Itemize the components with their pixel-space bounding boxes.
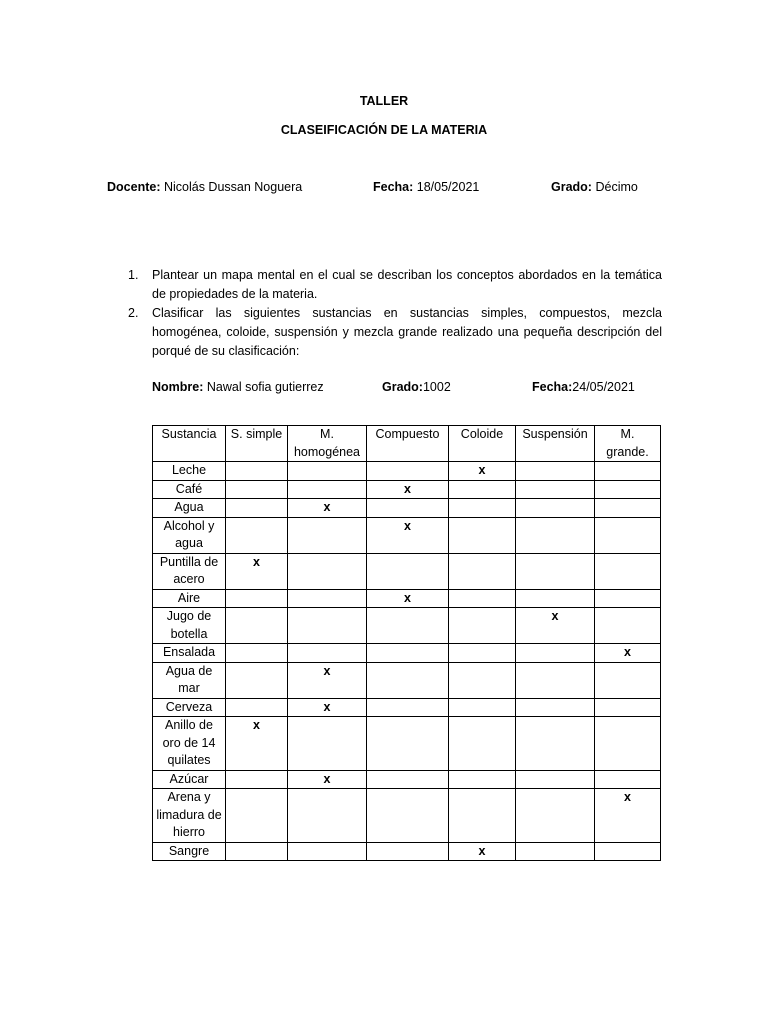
classification-cell xyxy=(226,608,288,644)
table-row xyxy=(153,589,661,608)
substance-name: Jugo de botella xyxy=(153,608,226,644)
classification-cell: x xyxy=(226,553,288,589)
classification-cell xyxy=(288,608,367,644)
classification-cell xyxy=(449,608,516,644)
classification-cell xyxy=(449,480,516,499)
classification-cell xyxy=(226,698,288,717)
document-title: TALLER xyxy=(359,94,409,108)
classification-cell xyxy=(516,770,595,789)
teacher-field xyxy=(107,180,302,194)
student-grade-field xyxy=(382,380,451,394)
classification-cell xyxy=(516,499,595,518)
table-row xyxy=(153,480,661,499)
classification-cell xyxy=(595,698,661,717)
classification-cell xyxy=(288,789,367,843)
substance-name: Leche xyxy=(153,462,226,481)
classification-cell xyxy=(288,717,367,771)
classification-cell xyxy=(595,553,661,589)
table-header-row xyxy=(153,426,661,462)
classification-cell xyxy=(367,462,449,481)
substance-name: Aire xyxy=(153,589,226,608)
instruction-number: 2. xyxy=(128,306,139,320)
classification-cell xyxy=(226,480,288,499)
classification-cell xyxy=(449,789,516,843)
table-row xyxy=(153,644,661,663)
classification-cell xyxy=(226,589,288,608)
classification-cell xyxy=(516,662,595,698)
classification-cell xyxy=(367,698,449,717)
substance-name: Sangre xyxy=(153,842,226,861)
classification-cell: x xyxy=(367,589,449,608)
header-suspension: Suspensión xyxy=(516,426,595,462)
classification-cell xyxy=(288,480,367,499)
student-grade-label: Grado: xyxy=(382,380,423,394)
classification-cell xyxy=(226,462,288,481)
table-row xyxy=(153,662,661,698)
classification-cell xyxy=(367,717,449,771)
table-row xyxy=(153,608,661,644)
classification-cell xyxy=(595,770,661,789)
classification-cell xyxy=(367,644,449,663)
classification-cell: x xyxy=(288,770,367,789)
table-row xyxy=(153,517,661,553)
classification-cell xyxy=(288,589,367,608)
classification-cell xyxy=(449,644,516,663)
student-date-value: 24/05/2021 xyxy=(572,380,635,394)
classification-cell xyxy=(516,589,595,608)
classification-cell xyxy=(367,770,449,789)
teacher-value: Nicolás Dussan Noguera xyxy=(163,180,303,194)
classification-cell xyxy=(595,589,661,608)
date-label: Fecha: xyxy=(373,180,414,194)
classification-cell xyxy=(516,517,595,553)
classification-cell xyxy=(449,499,516,518)
instruction-number: 1. xyxy=(128,268,139,282)
substance-name: Alcohol y agua xyxy=(153,517,226,553)
substance-name: Ensalada xyxy=(153,644,226,663)
classification-cell xyxy=(449,717,516,771)
substance-name: Café xyxy=(153,480,226,499)
date-field xyxy=(373,180,479,194)
classification-cell xyxy=(449,517,516,553)
substance-name: Azúcar xyxy=(153,770,226,789)
classification-cell xyxy=(516,717,595,771)
student-name-label: Nombre: xyxy=(152,380,204,394)
classification-cell xyxy=(449,662,516,698)
classification-cell xyxy=(595,517,661,553)
date-value: 18/05/2021 xyxy=(416,180,480,194)
table-row xyxy=(153,698,661,717)
table-row xyxy=(153,499,661,518)
student-grade-value: 1002 xyxy=(422,380,451,394)
classification-cell: x xyxy=(449,462,516,481)
classification-cell xyxy=(288,644,367,663)
teacher-label: Docente: xyxy=(107,180,161,194)
classification-cell xyxy=(288,517,367,553)
classification-cell xyxy=(516,842,595,861)
instructions-list xyxy=(128,266,662,361)
classification-cell xyxy=(595,662,661,698)
header-compuesto: Compuesto xyxy=(367,426,449,462)
substance-name: Agua de mar xyxy=(153,662,226,698)
classification-cell xyxy=(595,717,661,771)
classification-cell xyxy=(288,462,367,481)
classification-cell: x xyxy=(516,608,595,644)
classification-cell xyxy=(516,480,595,499)
classification-cell xyxy=(516,789,595,843)
classification-cell xyxy=(595,462,661,481)
classification-cell xyxy=(226,770,288,789)
classification-cell xyxy=(367,662,449,698)
classification-cell xyxy=(516,462,595,481)
instruction-item xyxy=(128,266,662,304)
classification-cell: x xyxy=(367,517,449,553)
substance-name: Agua xyxy=(153,499,226,518)
instruction-text: Plantear un mapa mental en el cual se describan los conceptos abordados en la temática de propiedades de la materia. xyxy=(152,268,662,301)
header-sustancia: Sustancia xyxy=(153,426,226,462)
header-grande: M. grande. xyxy=(595,426,661,462)
classification-cell xyxy=(367,553,449,589)
classification-cell xyxy=(226,644,288,663)
classification-cell xyxy=(516,553,595,589)
table-row xyxy=(153,770,661,789)
header-coloide: Coloide xyxy=(449,426,516,462)
table-row xyxy=(153,789,661,843)
classification-cell xyxy=(449,770,516,789)
student-name-value: Nawal sofia gutierrez xyxy=(206,380,324,394)
classification-cell xyxy=(367,499,449,518)
classification-cell xyxy=(226,789,288,843)
classification-cell xyxy=(367,789,449,843)
table-body xyxy=(153,462,661,861)
classification-cell xyxy=(449,589,516,608)
table-row xyxy=(153,553,661,589)
instruction-item xyxy=(128,304,662,361)
classification-cell: x xyxy=(288,698,367,717)
substance-name: Puntilla de acero xyxy=(153,553,226,589)
classification-table xyxy=(152,425,661,861)
classification-cell xyxy=(288,553,367,589)
classification-cell xyxy=(449,553,516,589)
classification-cell: x xyxy=(288,662,367,698)
grade-label: Grado: xyxy=(551,180,592,194)
classification-cell xyxy=(595,480,661,499)
classification-cell xyxy=(367,608,449,644)
substance-name: Anillo de oro de 14 quilates xyxy=(153,717,226,771)
document-subtitle: CLASEIFICACIÓN DE LA MATERIA xyxy=(280,123,488,137)
classification-cell xyxy=(516,698,595,717)
classification-cell xyxy=(367,842,449,861)
grade-value: Décimo xyxy=(595,180,638,194)
classification-cell xyxy=(288,842,367,861)
student-name-field xyxy=(152,380,324,394)
classification-cell xyxy=(449,698,516,717)
classification-cell: x xyxy=(288,499,367,518)
classification-cell: x xyxy=(595,789,661,843)
table-row xyxy=(153,462,661,481)
substance-name: Cerveza xyxy=(153,698,226,717)
header-homogenea: M. homogénea xyxy=(288,426,367,462)
student-date-label: Fecha: xyxy=(532,380,573,394)
classification-cell xyxy=(595,608,661,644)
classification-cell xyxy=(226,662,288,698)
classification-cell xyxy=(226,517,288,553)
table-row xyxy=(153,717,661,771)
classification-cell: x xyxy=(367,480,449,499)
classification-cell xyxy=(226,842,288,861)
classification-cell: x xyxy=(226,717,288,771)
classification-cell: x xyxy=(449,842,516,861)
student-date-field xyxy=(532,380,635,394)
classification-cell xyxy=(226,499,288,518)
table-row xyxy=(153,842,661,861)
classification-cell xyxy=(595,499,661,518)
grade-field xyxy=(551,180,638,194)
instruction-text: Clasificar las siguientes sustancias en sustancias simples, compuestos, mezcla homogénea, coloide, suspensión y mezcla grande realizado una pequeña descripción del porqué de su clasificación: xyxy=(152,306,662,358)
classification-cell xyxy=(516,644,595,663)
header-simple: S. simple xyxy=(226,426,288,462)
substance-name: Arena y limadura de hierro xyxy=(153,789,226,843)
classification-cell: x xyxy=(595,644,661,663)
classification-cell xyxy=(595,842,661,861)
